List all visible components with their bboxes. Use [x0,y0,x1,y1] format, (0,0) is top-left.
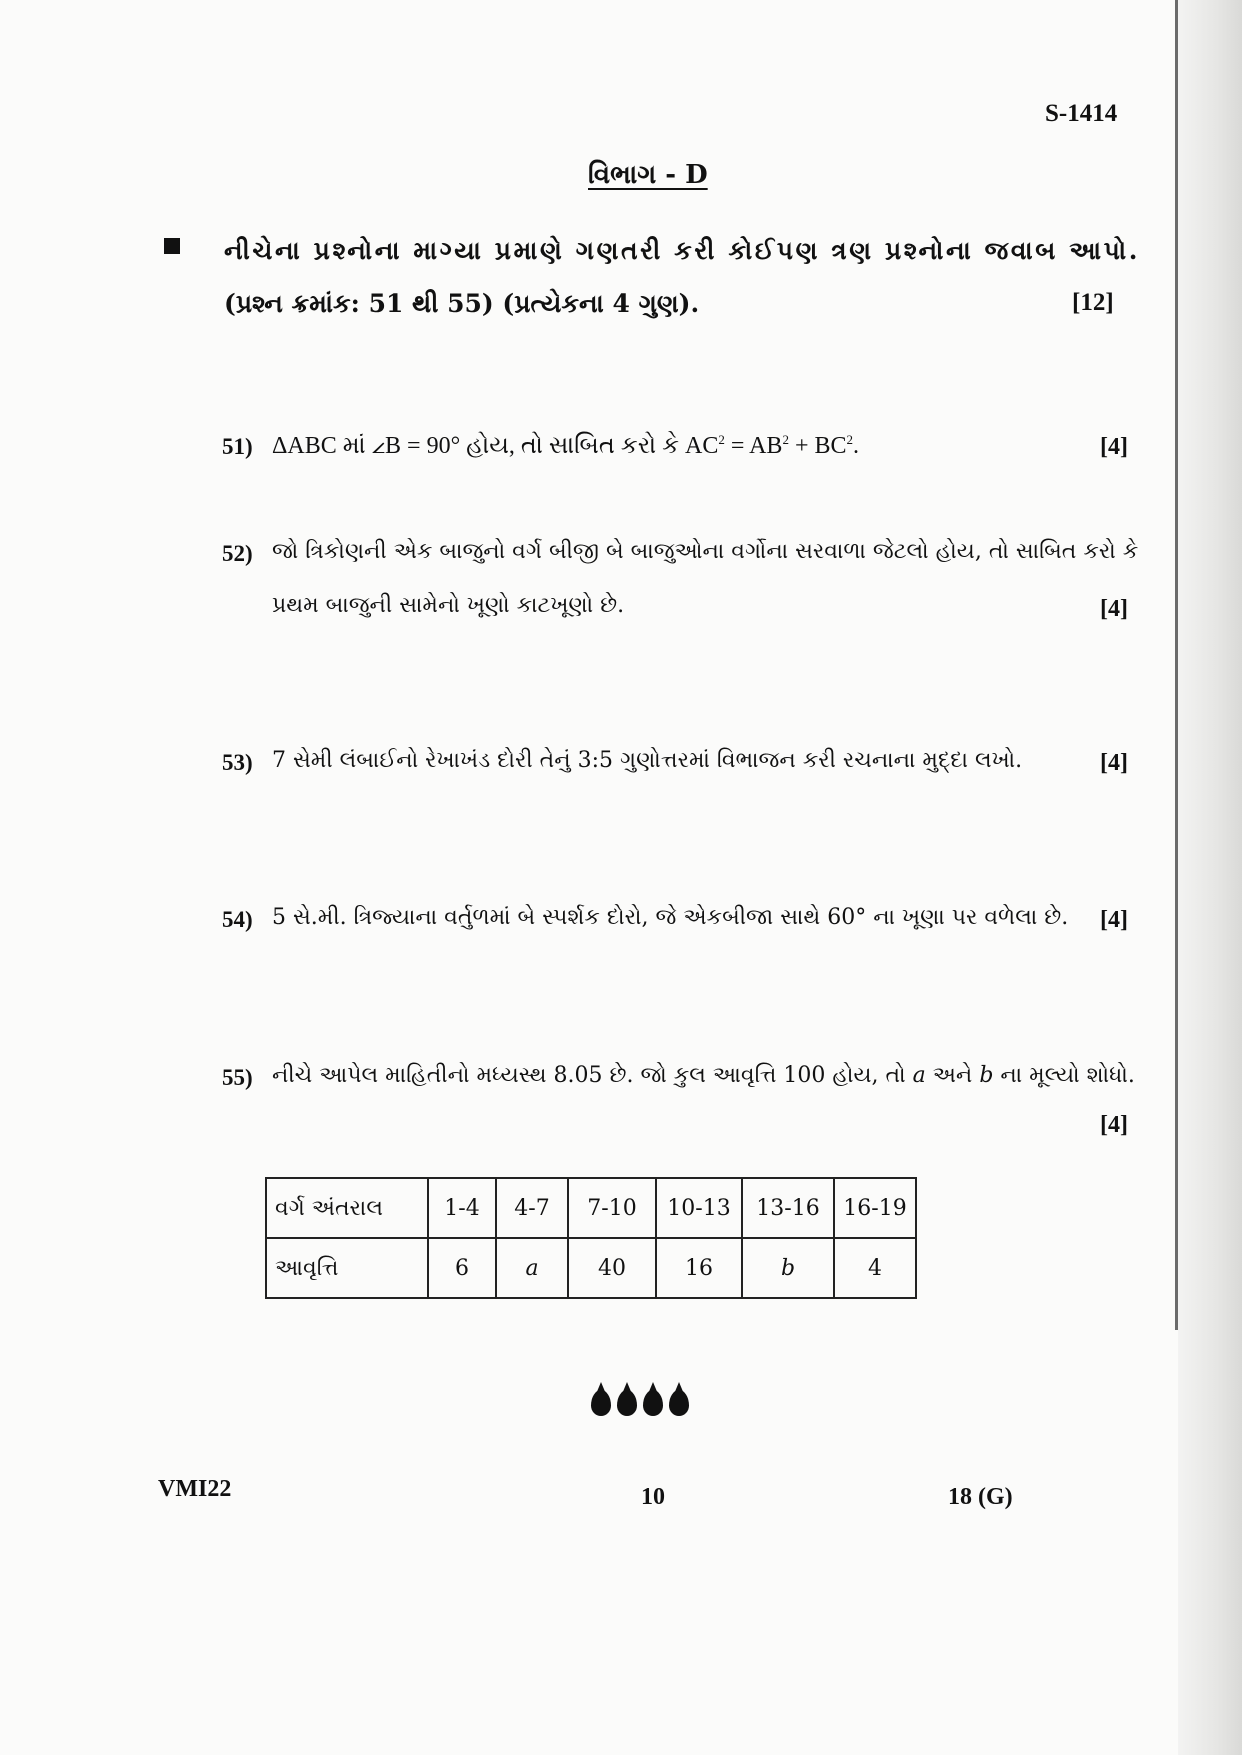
question-number-51: 51) [222,434,253,459]
page-number: 10 [641,1484,665,1510]
question-number-55: 55) [222,1065,253,1090]
end-ornament [591,1390,689,1416]
section-title: વિભાગ - D [588,160,708,190]
table-cell: 1-4 [428,1178,496,1238]
table-cell: 6 [428,1238,496,1298]
page-edge-shadow [1178,0,1242,1755]
table-cell: a [496,1238,568,1298]
question-52-text-line-1: જો ત્રિકોણની એક બાજુનો વર્ગ બીજી બે બાજુઓના વર્ગોના સરવાળા જેટલો હોય, તો સાબિત કરો કે [272,539,1139,564]
question-54-marks: [4] [1100,907,1128,933]
frequency-table [265,1177,917,1299]
instruction-line-2: (પ્રશ્ન ક્રમાંક: 51 થી 55) (પ્રત્યેકના 4 ગુણ). [224,289,700,318]
question-55-marks: [4] [1100,1112,1128,1138]
instruction-line-1: નીચેના પ્રશ્નોના માગ્યા પ્રમાણે ગણતરી કરી કોઈપણ ત્રણ પ્રશ્નોના જવાબ આપો. [224,236,1140,265]
drop-icon [617,1390,637,1416]
drop-icon [591,1390,611,1416]
question-number-52: 52) [222,541,253,566]
question-55-text: નીચે આપેલ માહિતીનો મધ્યસ્થ 8.05 છે. જો કુલ આવૃત્તિ 100 હોય, તો a અને b ના મૂલ્યો શોધો. [272,1063,1135,1088]
table-cell: 4 [834,1238,916,1298]
question-51-text: ΔABC માં ∠B = 90° હોય, તો સાબિત કરો કે $AC^2 = AB^2 + BC^2$. [272,432,860,459]
table-cell: 7-10 [568,1178,656,1238]
table-row-intervals [266,1178,916,1238]
table-row-label: વર્ગ અંતરાલ [266,1178,428,1238]
table-cell: b [742,1238,834,1298]
paper-code: S-1414 [1045,100,1118,127]
question-number-54: 54) [222,907,253,932]
table-cell: 10-13 [656,1178,742,1238]
question-53-text: 7 સેમી લંબાઈનો રેખાખંડ દોરી તેનું 3:5 ગુણોત્તરમાં વિભાજન કરી રચનાના મુદ્દા લખો. [272,748,1023,773]
square-bullet-icon [164,238,180,254]
table-cell: 40 [568,1238,656,1298]
question-number-53: 53) [222,750,253,775]
footer-code: VMI22 [158,1476,232,1502]
drop-icon [669,1390,689,1416]
question-54-text: 5 સે.મી. ત્રિજ્યાના વર્તુળમાં બે સ્પર્શક દોરો, જે એકબીજા સાથે 60° ના ખૂણા પર વળેલા છે. [272,905,1069,930]
table-cell: 16-19 [834,1178,916,1238]
question-52-text-line-2: પ્રથમ બાજુની સામેનો ખૂણો કાટખૂણો છે. [272,593,625,618]
table-row-frequency [266,1238,916,1298]
question-53-marks: [4] [1100,750,1128,776]
table-cell: 4-7 [496,1178,568,1238]
drop-icon [643,1390,663,1416]
question-51-marks: [4] [1100,434,1128,460]
table-cell: 16 [656,1238,742,1298]
table-row-label: આવૃત્તિ [266,1238,428,1298]
total-marks: [12] [1072,289,1114,316]
page-edge-line [1175,0,1178,1330]
question-52-marks: [4] [1100,596,1128,622]
footer-total: 18 (G) [948,1484,1013,1510]
table-cell: 13-16 [742,1178,834,1238]
